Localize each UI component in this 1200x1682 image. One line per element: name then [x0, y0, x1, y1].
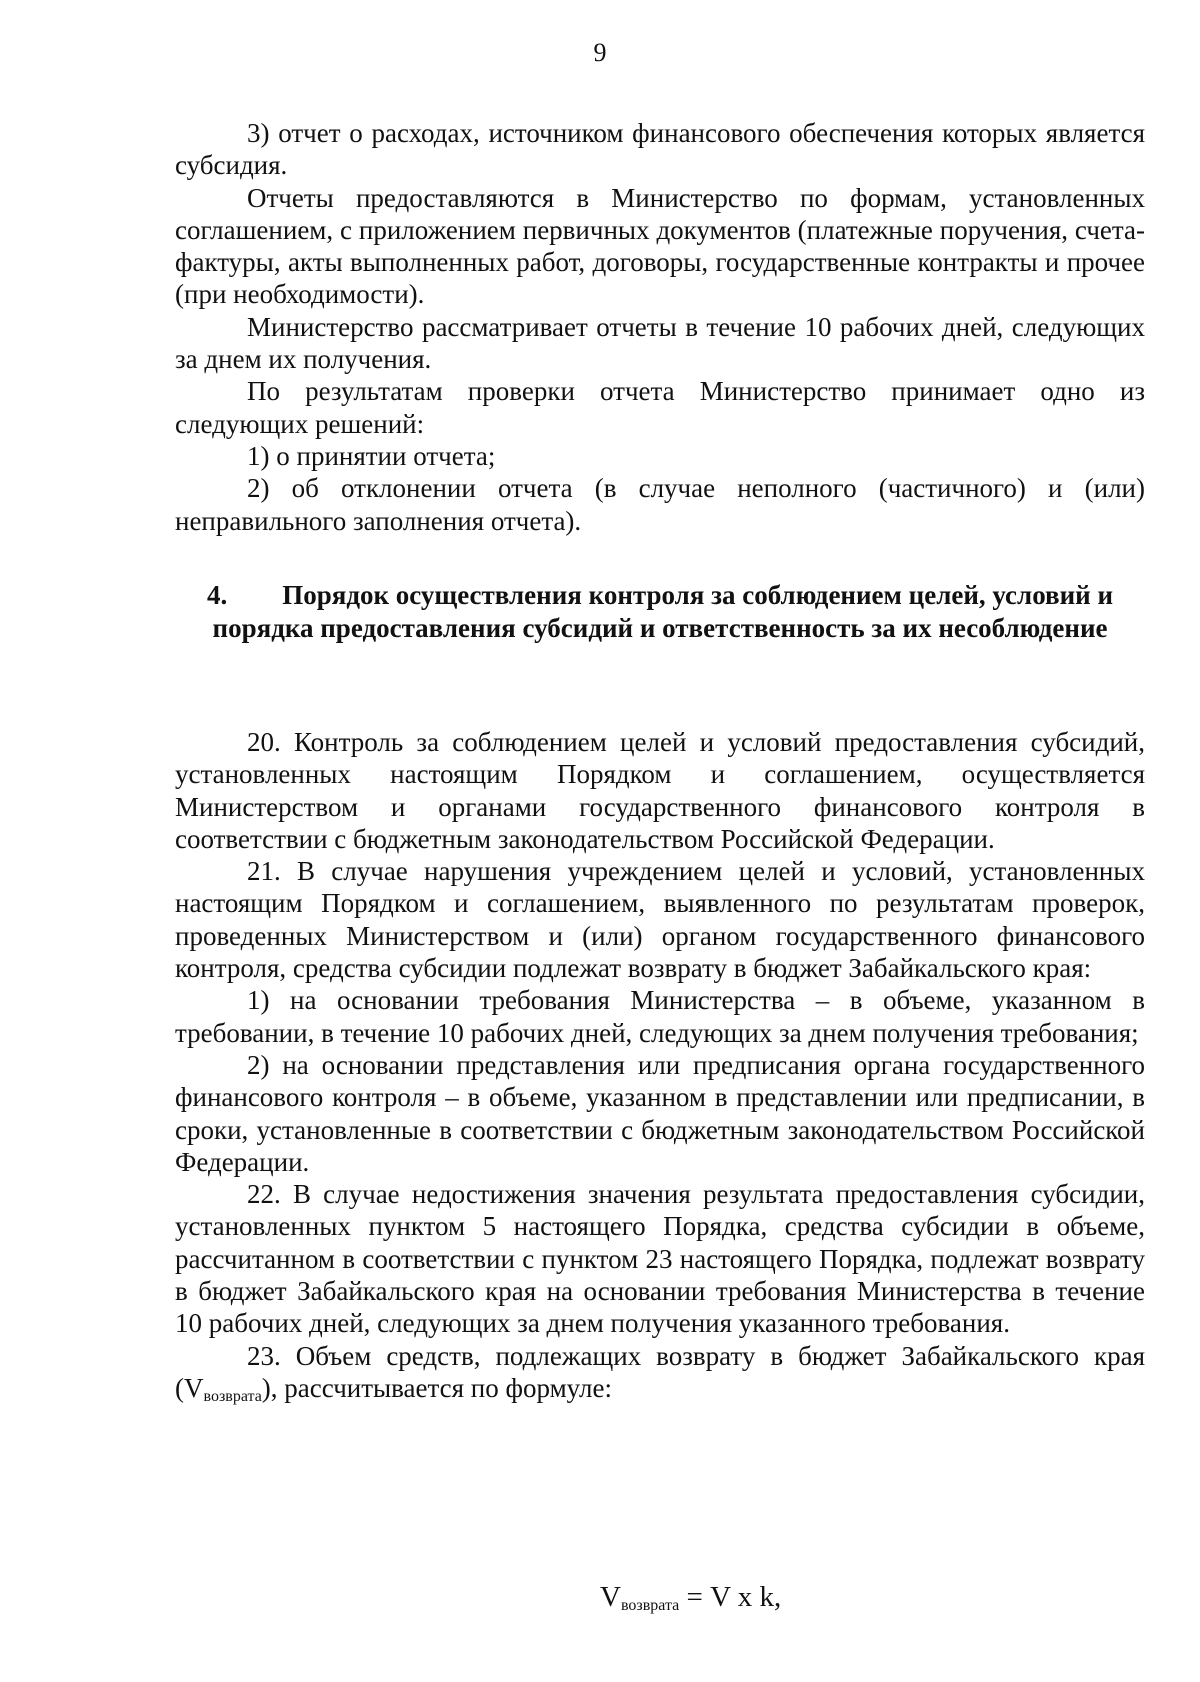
paragraph: Министерство рассматривает отчеты в течение 10 рабочих дней, следующих за днем их получения. [175, 311, 1145, 375]
list-item: 1) о принятии отчета; [247, 440, 496, 471]
paragraph: 3) отчет о расходах, источником финансового обеспечения которых является субсидия. [175, 118, 1145, 181]
control-paragraphs [175, 726, 1145, 1413]
paragraph-21: 21. В случае нарушения учреждением целей и условий, установленных настоящим Порядком и соглашением, выявленного по результатам проверок, проведенных Министерством и (или) органом государственного финансового контроля, средства субсидии подлежат возврату в бюджет Забайкальского края: [175, 856, 1145, 984]
paragraph: Отчеты предоставляются в Министерство по формам, установленных соглашением, с приложением первичных документов (платежные поручения, счета-фактуры, акты выполненных работ, договоры, государственные контракты и прочее (при необходимости). [175, 182, 1145, 310]
paragraph-23-text: 23. Объем средств, подлежащих возврату в бюджет Забайкальского края (V [175, 1340, 1145, 1403]
section-title: Порядок осуществления контроля за соблюдением целей, условий и порядка предоставления субсидий и ответственность за их несоблюдение [212, 580, 1114, 643]
paragraph-22: 22. В случае недостижения значения результата предоставления субсидии, установленных пунктом 5 настоящего Порядка, средства субсидии в объеме, рассчитанном в соответствии с пунктом 23 настоящего Порядка, подлежат возврату в бюджет Забайкальского края на основании требования Министерства в течение 10 рабочих дней, следующих за днем получения указанного требования. [175, 1179, 1145, 1339]
list-item: 1) на основании требования Министерства – в объеме, указанном в требовании, в течение 10 рабочих дней, следующих за днем получения требования; [175, 985, 1145, 1048]
formula-rhs: = V x k, [679, 1581, 782, 1613]
list-item: 2) об отклонении отчета (в случае неполного (частичного) и (или) неправильного заполнения отчета). [175, 473, 1145, 536]
paragraph: По результатам проверки отчета Министерство принимает одно из следующих решений: [175, 376, 1145, 439]
page-number: 9 [593, 38, 607, 67]
paragraph-20: 20. Контроль за соблюдением целей и условий предоставления субсидий, установленных настоящим Порядком и соглашением, осуществляется Министерством и органами государственного финансового контроля в соответствии с бюджетным законодательством Российской Федерации. [175, 727, 1145, 854]
section-heading [175, 579, 1145, 645]
formula-subscript: возврата [620, 1597, 680, 1614]
section-number: 4. [206, 580, 228, 610]
paragraph-23 [175, 1340, 1145, 1414]
reports-paragraphs [175, 117, 1145, 537]
subscript: возврата [203, 1387, 262, 1405]
list-item: 2) на основании представления или предписания органа государственного финансового контроля – в объеме, указанном в представлении или предписании, в сроки, установленные в соответствии с бюджетным законодательством Российской Федерации. [175, 1049, 1145, 1177]
formula-lhs: V [600, 1581, 621, 1613]
paragraph-23-text-end: ), рассчитывается по формуле: [261, 1372, 612, 1403]
formula [600, 1580, 781, 1623]
